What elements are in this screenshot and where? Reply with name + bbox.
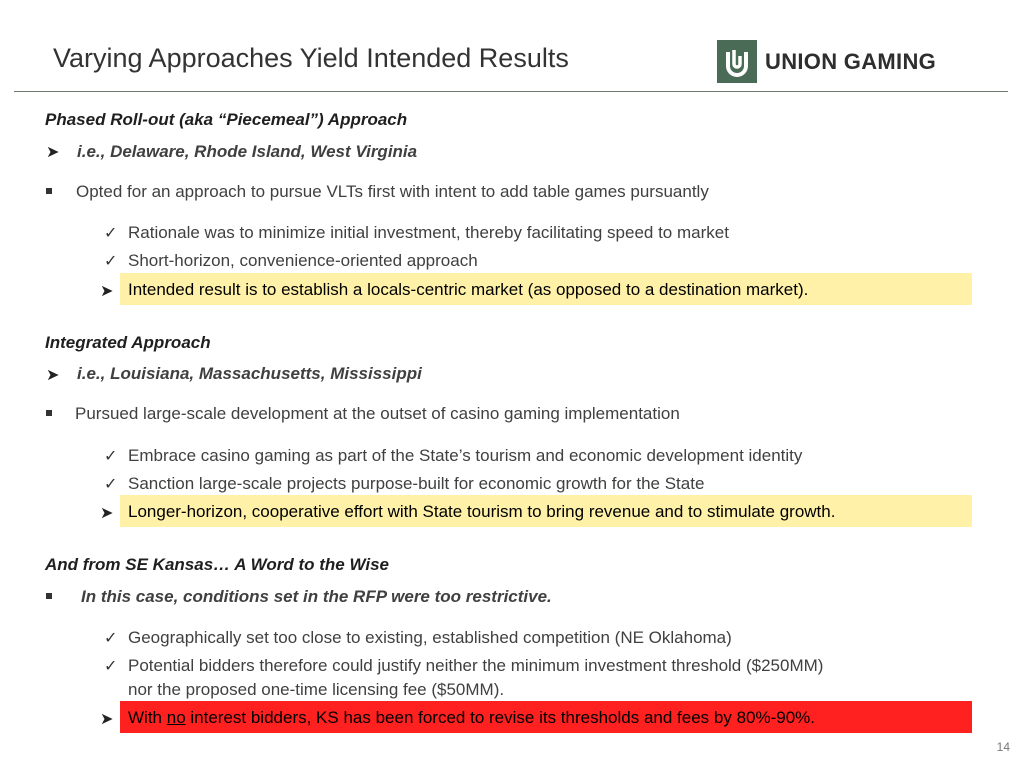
section1-bullet: Opted for an approach to pursue VLTs first with intent to add table games pursuantly [76, 182, 709, 201]
checkmark-icon: ✓ [104, 630, 118, 647]
arrow-bullet-icon: ➤ [100, 283, 114, 300]
square-bullet-icon [46, 188, 52, 194]
section1-example: i.e., Delaware, Rhode Island, West Virginia [77, 142, 418, 161]
section3-highlight [128, 708, 815, 728]
checkmark-icon: ✓ [104, 658, 118, 675]
square-bullet-icon [46, 410, 52, 416]
union-gaming-logo [717, 40, 936, 83]
section2-highlight: Longer-horizon, cooperative effort with State tourism to bring revenue and to stimulate growth. [128, 502, 836, 521]
section1-check-2: Short-horizon, convenience-oriented approach [128, 251, 478, 270]
page-number: 14 [996, 740, 1010, 754]
section3-check-2: Potential bidders therefore could justify neither the minimum investment threshold ($250MM) [128, 656, 824, 675]
section2-example: i.e., Louisiana, Massachusetts, Mississippi [77, 364, 422, 383]
section3-highlight-pre: With [128, 708, 167, 727]
arrow-bullet-icon: ➤ [100, 711, 114, 728]
section1-highlight: Intended result is to establish a locals-centric market (as opposed to a destination market). [128, 280, 809, 299]
header-divider [14, 91, 1008, 92]
section2-check-2: Sanction large-scale projects purpose-built for economic growth for the State [128, 474, 705, 493]
section1-check-1: Rationale was to minimize initial investment, thereby facilitating speed to market [128, 223, 729, 242]
page-title: Varying Approaches Yield Intended Results [53, 43, 569, 73]
arrow-bullet-icon: ➤ [46, 367, 60, 384]
checkmark-icon: ✓ [104, 253, 118, 270]
arrow-bullet-icon: ➤ [46, 144, 60, 161]
checkmark-icon: ✓ [104, 448, 118, 465]
checkmark-icon: ✓ [104, 476, 118, 493]
checkmark-icon: ✓ [104, 225, 118, 242]
section3-heading: And from SE Kansas… A Word to the Wise [45, 555, 389, 574]
section3-bullet: In this case, conditions set in the RFP were too restrictive. [81, 587, 552, 606]
logo-text: UNION GAMING [765, 48, 937, 74]
section2-check-1: Embrace casino gaming as part of the State’s tourism and economic development identity [128, 446, 803, 465]
section3-highlight-post: interest bidders, KS has been forced to revise its thresholds and fees by 80%-90%. [185, 708, 816, 727]
union-gaming-logo-icon [717, 40, 757, 83]
square-bullet-icon [46, 593, 52, 599]
section3-highlight-underlined: no [166, 708, 186, 727]
arrow-bullet-icon: ➤ [100, 505, 114, 522]
section1-heading: Phased Roll-out (aka “Piecemeal”) Approach [45, 110, 408, 129]
section3-check-2-continued: nor the proposed one-time licensing fee ($50MM). [128, 680, 505, 699]
section2-heading: Integrated Approach [45, 333, 211, 352]
section3-check-1: Geographically set too close to existing, established competition (NE Oklahoma) [128, 628, 732, 647]
section2-bullet: Pursued large-scale development at the outset of casino gaming implementation [75, 404, 680, 423]
